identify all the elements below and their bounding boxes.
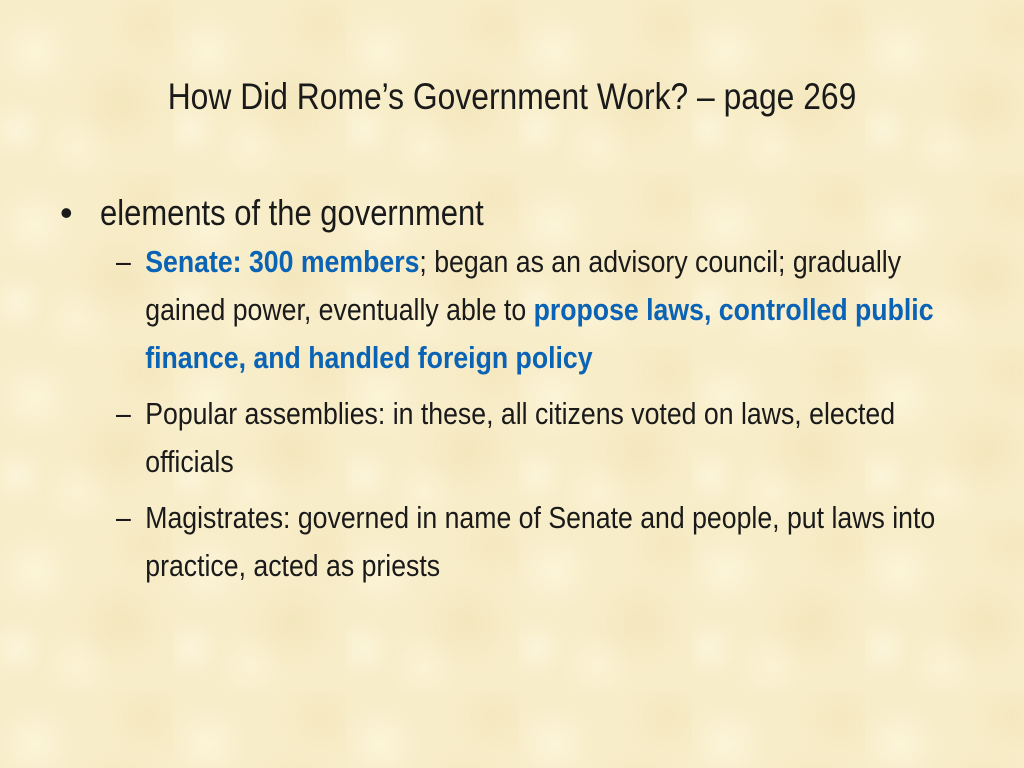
slide-title: How Did Rome’s Government Work? – page 269 — [167, 76, 857, 117]
slide-body — [58, 190, 958, 590]
senate-text: ; began as an advisory council; gradually gained power, eventually able to — [145, 244, 902, 327]
sub-item-senate — [116, 238, 936, 382]
dash-marker: – — [116, 396, 131, 431]
dash-marker: – — [116, 500, 131, 535]
sub-item-assemblies — [116, 390, 936, 486]
bullet-marker: • — [60, 192, 73, 233]
magistrates-text: Magistrates: governed in name of Senate and people, put laws into practice, acted as priests — [145, 500, 936, 583]
assemblies-text: Popular assemblies: in these, all citizens voted on laws, elected officials — [145, 396, 896, 479]
sub-item-magistrates — [116, 494, 936, 590]
bullet-item — [58, 190, 958, 236]
senate-highlight: Senate: 300 members — [145, 244, 420, 279]
bullet-text: elements of the government — [100, 192, 484, 233]
dash-marker: – — [116, 244, 131, 279]
senate-powers-highlight: propose laws, controlled public finance, and handled foreign policy — [145, 292, 934, 375]
